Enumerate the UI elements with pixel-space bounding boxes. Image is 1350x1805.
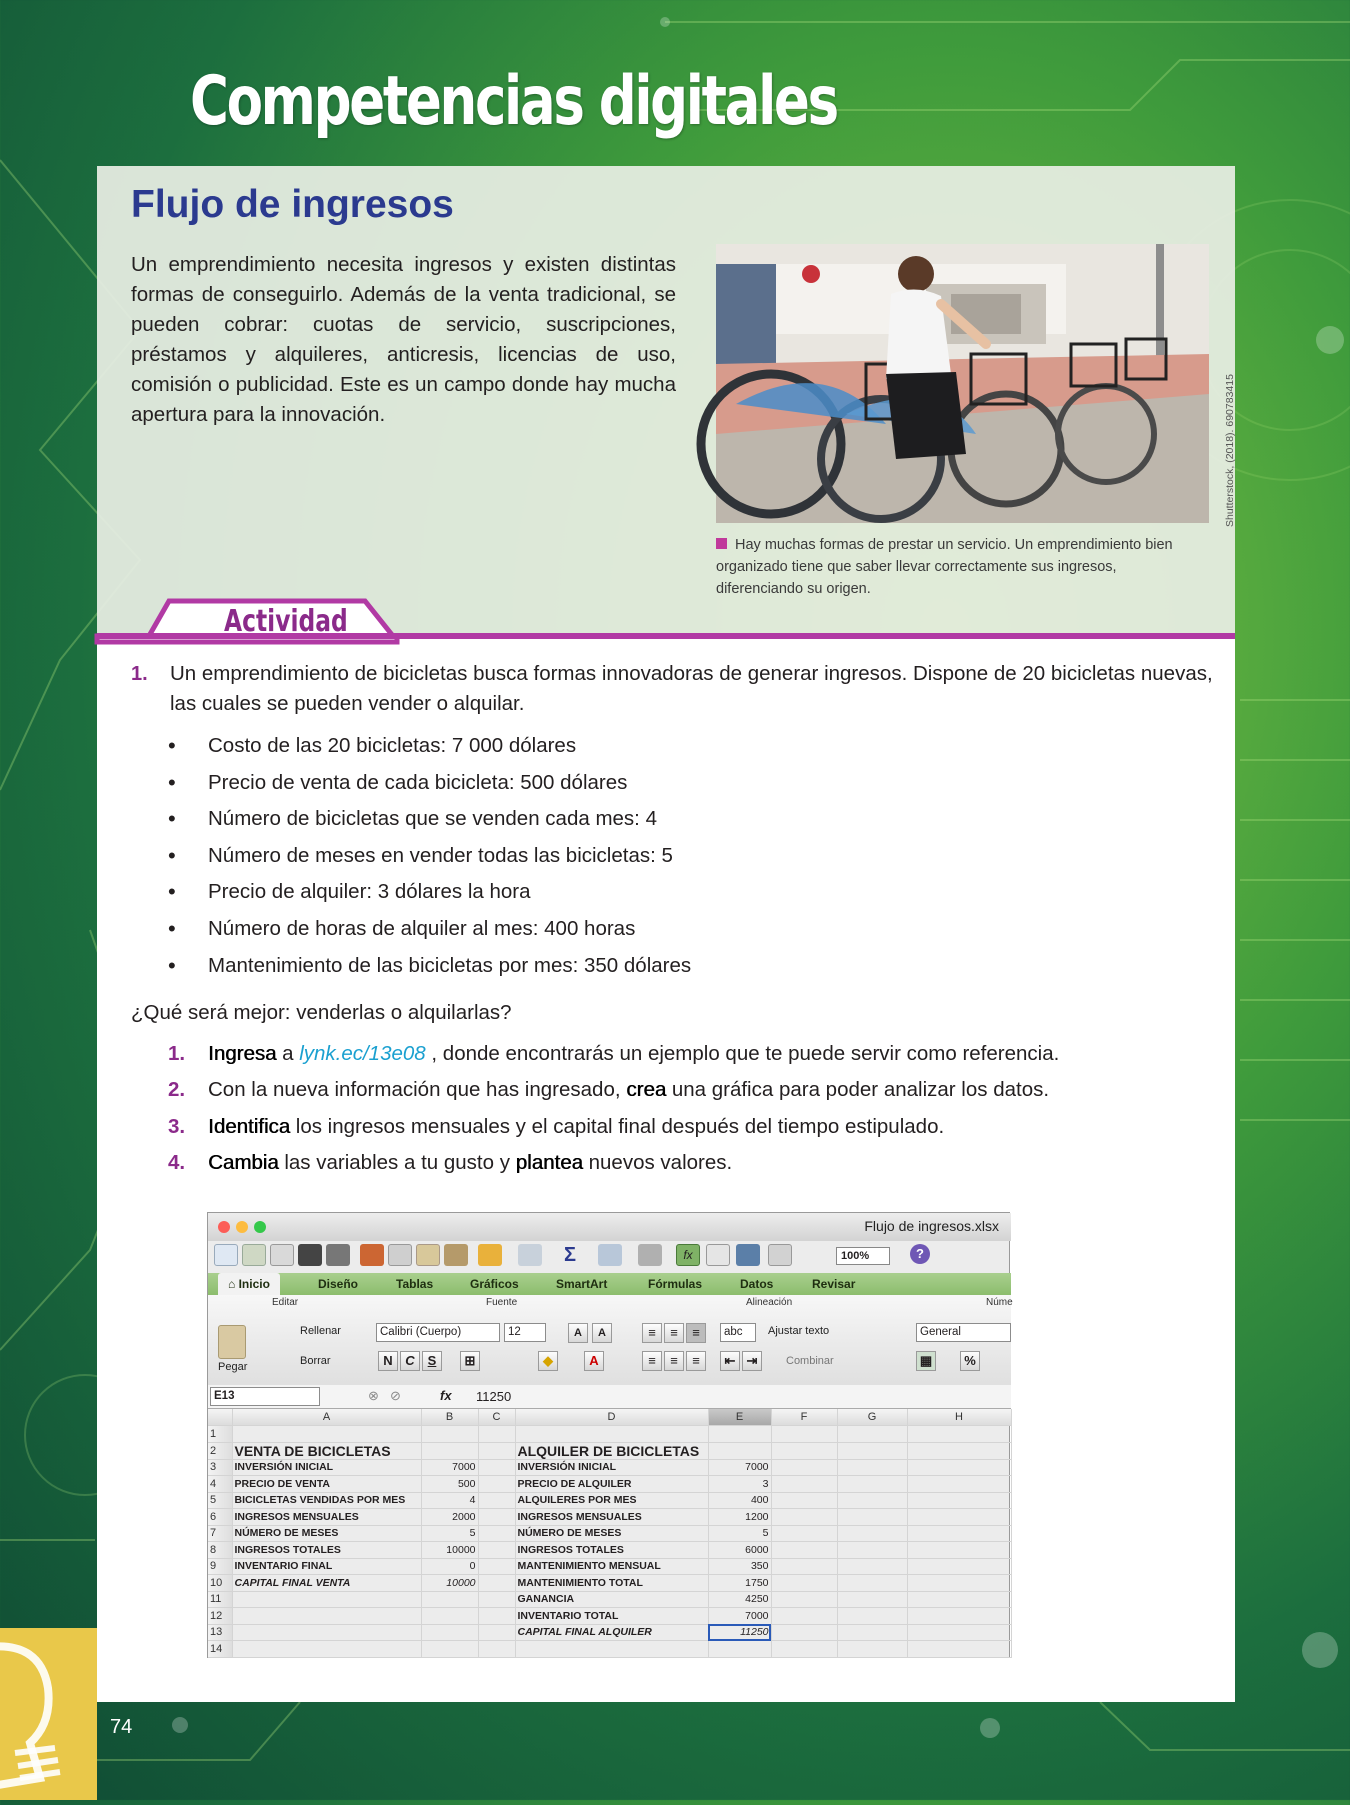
row-header[interactable]: 2 — [208, 1442, 232, 1459]
cell-a[interactable]: INVERSIÓN INICIAL — [232, 1459, 421, 1476]
cell-f[interactable] — [771, 1476, 837, 1493]
cell-b[interactable]: 2000 — [421, 1509, 478, 1526]
table-row — [208, 1492, 1011, 1509]
cell-g[interactable] — [837, 1575, 907, 1592]
cell-d[interactable]: MANTENIMIENTO MENSUAL — [515, 1558, 708, 1575]
row-header[interactable]: 10 — [208, 1575, 232, 1592]
cell-f[interactable] — [771, 1608, 837, 1625]
cell-h[interactable] — [907, 1426, 1011, 1443]
cell-d[interactable]: INGRESOS MENSUALES — [515, 1509, 708, 1526]
group-alineacion: Alineación — [746, 1297, 793, 1308]
cell-d[interactable]: INVENTARIO TOTAL — [515, 1608, 708, 1625]
activity-label: Actividad — [224, 604, 348, 639]
format-painter-icon[interactable] — [444, 1244, 468, 1266]
cell-e[interactable] — [708, 1442, 771, 1459]
cell-f[interactable] — [771, 1509, 837, 1526]
cell-c[interactable] — [478, 1641, 515, 1658]
cell-b[interactable] — [421, 1641, 478, 1658]
redo-icon[interactable] — [518, 1244, 542, 1266]
cell-h[interactable] — [907, 1591, 1011, 1608]
cell-a[interactable]: INGRESOS MENSUALES — [232, 1509, 421, 1526]
row-header[interactable]: 11 — [208, 1591, 232, 1608]
group-fuente: Fuente — [486, 1297, 518, 1308]
decrease-indent-icon[interactable]: ⇤ — [720, 1351, 740, 1371]
cell-f[interactable] — [771, 1525, 837, 1542]
table-row — [208, 1459, 1011, 1476]
window-titlebar — [208, 1213, 1011, 1241]
table-row — [208, 1608, 1011, 1625]
cell-f[interactable] — [771, 1492, 837, 1509]
section-title: Flujo de ingresos — [131, 183, 454, 226]
cell-a[interactable] — [232, 1608, 421, 1625]
grow-font-button[interactable]: A — [568, 1323, 588, 1343]
corner-cell[interactable] — [208, 1409, 232, 1426]
item-number: 1. — [131, 663, 148, 685]
tab-graficos[interactable]: Gráficos — [470, 1277, 519, 1291]
cell-h[interactable] — [907, 1492, 1011, 1509]
new-icon[interactable] — [214, 1244, 238, 1266]
cell-d[interactable]: NÚMERO DE MESES — [515, 1525, 708, 1542]
cell-d[interactable] — [515, 1426, 708, 1443]
cell-a[interactable]: PRECIO DE VENTA — [232, 1476, 421, 1493]
cell-b[interactable]: 500 — [421, 1476, 478, 1493]
table-row — [208, 1525, 1011, 1542]
step-item: 1. Ingresa a lynk.ec/13e08 , donde encontrarás un ejemplo que te puede servir como referencia. — [168, 1042, 1060, 1065]
table-row — [208, 1575, 1011, 1592]
table-row — [208, 1542, 1011, 1559]
row-header[interactable]: 8 — [208, 1542, 232, 1559]
lightbulb-icon — [0, 1628, 97, 1800]
conditional-format-icon[interactable]: ▦ — [916, 1351, 936, 1371]
column-header[interactable]: B — [421, 1409, 478, 1426]
template-icon[interactable] — [242, 1244, 266, 1266]
cell-f[interactable] — [771, 1641, 837, 1658]
confirm-icon[interactable]: ⊘ — [390, 1388, 401, 1403]
cell-c[interactable] — [478, 1575, 515, 1592]
save-icon[interactable] — [298, 1244, 322, 1266]
data-bullet-list — [168, 728, 691, 984]
list-item: • Número de horas de alquiler al mes: 400 horas — [168, 911, 691, 948]
bold-button[interactable]: N — [378, 1351, 398, 1371]
align-left-icon[interactable]: ≡ — [642, 1351, 662, 1371]
cell-c[interactable] — [478, 1608, 515, 1625]
font-size-select[interactable]: 12 — [504, 1323, 546, 1342]
cell-h[interactable] — [907, 1476, 1011, 1493]
orientation-select[interactable]: abc — [720, 1323, 756, 1342]
cell-g[interactable] — [837, 1476, 907, 1493]
row-header[interactable]: 3 — [208, 1459, 232, 1476]
cell-g[interactable] — [837, 1608, 907, 1625]
step-item: 3. Identifica los ingresos mensuales y el capital final después del tiempo estipulado. — [168, 1114, 945, 1138]
list-item: • Número de meses en vender todas las bicicletas: 5 — [168, 838, 691, 875]
table-row — [208, 1558, 1011, 1575]
cell-c[interactable] — [478, 1442, 515, 1459]
spreadsheet-screenshot — [207, 1212, 1013, 1658]
cell-a[interactable]: NÚMERO DE MESES — [232, 1525, 421, 1542]
cell-c[interactable] — [478, 1624, 515, 1641]
cancel-icon[interactable]: ⊗ — [368, 1388, 379, 1403]
fill-color-icon[interactable]: ◆ — [538, 1351, 558, 1371]
clear-button[interactable]: Borrar — [300, 1355, 331, 1367]
caption-text: Hay muchas formas de prestar un servicio. Un emprendimiento bien organizado tiene que saber llevar correctamente sus ingresos, diferenciando su origen. — [716, 537, 1173, 597]
cell-a[interactable]: CAPITAL FINAL VENTA — [232, 1575, 421, 1592]
cell-h[interactable] — [907, 1509, 1011, 1526]
cell-b[interactable]: 4 — [421, 1492, 478, 1509]
cell-b[interactable]: 5 — [421, 1525, 478, 1542]
group-editar: Editar — [272, 1297, 299, 1308]
list-item: • Número de bicicletas que se venden cada mes: 4 — [168, 801, 691, 838]
column-header[interactable]: H — [907, 1409, 1011, 1426]
column-header[interactable]: E — [708, 1409, 771, 1426]
column-header[interactable]: G — [837, 1409, 907, 1426]
cell-h[interactable] — [907, 1442, 1011, 1459]
paste-large-icon[interactable] — [218, 1325, 246, 1359]
column-header[interactable]: F — [771, 1409, 837, 1426]
cell-c[interactable] — [478, 1542, 515, 1559]
align-middle-icon[interactable]: ≡ — [664, 1323, 684, 1343]
cell-g[interactable] — [837, 1442, 907, 1459]
tab-inicio[interactable]: ⌂ Inicio — [218, 1273, 280, 1295]
row-header[interactable]: 4 — [208, 1476, 232, 1493]
cell-d[interactable]: MANTENIMIENTO TOTAL — [515, 1575, 708, 1592]
name-box[interactable]: E13 — [210, 1387, 320, 1406]
align-center-icon[interactable]: ≡ — [664, 1351, 684, 1371]
cell-f[interactable] — [771, 1542, 837, 1559]
cell-d[interactable]: INGRESOS TOTALES — [515, 1542, 708, 1559]
cell-b[interactable] — [421, 1442, 478, 1459]
italic-button[interactable]: C — [400, 1351, 420, 1371]
cell-d[interactable]: PRECIO DE ALQUILER — [515, 1476, 708, 1493]
cell-h[interactable] — [907, 1575, 1011, 1592]
window-title: Flujo de ingresos.xlsx — [864, 1218, 999, 1234]
caption-square-icon — [716, 538, 727, 549]
cell-a[interactable] — [232, 1624, 421, 1641]
underline-button[interactable]: S — [422, 1351, 442, 1371]
row-header[interactable]: 14 — [208, 1641, 232, 1658]
cell-g[interactable] — [837, 1542, 907, 1559]
undo-icon[interactable] — [478, 1244, 502, 1266]
cell-d[interactable]: GANANCIA — [515, 1591, 708, 1608]
fill-button[interactable]: Rellenar — [300, 1325, 341, 1337]
cell-h[interactable] — [907, 1459, 1011, 1476]
cell-f[interactable] — [771, 1459, 837, 1476]
list-item: • Mantenimiento de las bicicletas por mes: 350 dólares — [168, 948, 691, 985]
cell-a[interactable]: BICICLETAS VENDIDAS POR MES — [232, 1492, 421, 1509]
row-header[interactable]: 12 — [208, 1608, 232, 1625]
cell-e[interactable]: 7000 — [708, 1608, 771, 1625]
autosum-icon[interactable]: Σ — [563, 1244, 576, 1266]
cell-e[interactable]: 1750 — [708, 1575, 771, 1592]
tab-smartart[interactable]: SmartArt — [556, 1277, 608, 1291]
table-row — [208, 1624, 1011, 1641]
cell-g[interactable] — [837, 1525, 907, 1542]
cell-e[interactable]: 400 — [708, 1492, 771, 1509]
intro-paragraph: Un emprendimiento necesita ingresos y existen distintas formas de conseguirlo. Además de la venta tradicional, se pueden cobrar: cuotas de servicio, suscripciones, préstamos y alquileres, anticresis, licencias de uso, comisión o publicidad. Este es un campo donde hay mucha apertura para la innovación. — [131, 253, 676, 426]
toolbox-icon[interactable] — [736, 1244, 760, 1266]
function-icon[interactable]: fx — [676, 1244, 700, 1266]
cell-c[interactable] — [478, 1525, 515, 1542]
fx-icon: fx — [440, 1388, 452, 1403]
spreadsheet-grid — [208, 1409, 1012, 1658]
table-row — [208, 1509, 1011, 1526]
cell-a[interactable] — [232, 1641, 421, 1658]
cell-c[interactable] — [478, 1591, 515, 1608]
print-icon[interactable] — [326, 1244, 350, 1266]
cell-b[interactable]: 7000 — [421, 1459, 478, 1476]
increase-indent-icon[interactable]: ⇥ — [742, 1351, 762, 1371]
cell-h[interactable] — [907, 1608, 1011, 1625]
media-icon[interactable] — [768, 1244, 792, 1266]
table-row — [208, 1426, 1011, 1443]
cell-g[interactable] — [837, 1558, 907, 1575]
cell-b[interactable] — [421, 1624, 478, 1641]
photo-caption — [716, 534, 1186, 600]
cell-f[interactable] — [771, 1426, 837, 1443]
borders-icon[interactable]: ⊞ — [460, 1351, 480, 1371]
minimize-icon[interactable] — [236, 1221, 248, 1233]
cell-d[interactable]: ALQUILERES POR MES — [515, 1492, 708, 1509]
column-header[interactable]: D — [515, 1409, 708, 1426]
cell-g[interactable] — [837, 1641, 907, 1658]
cell-b[interactable]: 10000 — [421, 1575, 478, 1592]
maximize-icon[interactable] — [254, 1221, 266, 1233]
cell-h[interactable] — [907, 1558, 1011, 1575]
wrap-text-button[interactable]: Ajustar texto — [768, 1325, 830, 1337]
tab-datos[interactable]: Datos — [740, 1277, 774, 1291]
table-row — [208, 1476, 1011, 1493]
cell-e[interactable]: 4250 — [708, 1591, 771, 1608]
list-item: • Precio de venta de cada bicicleta: 500 dólares — [168, 765, 691, 802]
open-icon[interactable] — [270, 1244, 294, 1266]
number-format-select[interactable]: General — [916, 1323, 1011, 1342]
align-right-icon[interactable]: ≡ — [686, 1351, 706, 1371]
cell-b[interactable]: 10000 — [421, 1542, 478, 1559]
zoom-select[interactable]: 100% — [836, 1247, 890, 1265]
font-color-icon[interactable]: A — [584, 1351, 604, 1371]
tab-diseno[interactable]: Diseño — [318, 1277, 359, 1291]
step-item: 4. Cambia las variables a tu gusto y plantea nuevos valores. — [168, 1151, 733, 1175]
question: ¿Qué será mejor: venderlas o alquilarlas? — [131, 1001, 512, 1024]
shrink-font-button[interactable]: A — [592, 1323, 612, 1343]
cut-icon[interactable] — [360, 1244, 384, 1266]
copy-icon[interactable] — [388, 1244, 412, 1266]
cell-e[interactable]: 6000 — [708, 1542, 771, 1559]
cell-e[interactable]: 1200 — [708, 1509, 771, 1526]
cell-b[interactable] — [421, 1591, 478, 1608]
cell-e[interactable]: 5 — [708, 1525, 771, 1542]
cell-a[interactable]: VENTA DE BICICLETAS — [232, 1442, 421, 1459]
tab-revisar[interactable]: Revisar — [812, 1277, 856, 1291]
row-header[interactable]: 1 — [208, 1426, 232, 1443]
align-bottom-icon[interactable]: ≡ — [686, 1323, 706, 1343]
cell-g[interactable] — [837, 1492, 907, 1509]
list-item: • Costo de las 20 bicicletas: 7 000 dólares — [168, 728, 691, 765]
cell-c[interactable] — [478, 1426, 515, 1443]
cell-a[interactable] — [232, 1591, 421, 1608]
cell-e[interactable] — [708, 1641, 771, 1658]
cell-b[interactable]: 0 — [421, 1558, 478, 1575]
merge-button[interactable]: Combinar — [786, 1355, 834, 1367]
help-icon[interactable]: ? — [910, 1244, 930, 1264]
table-row — [208, 1641, 1011, 1658]
reference-link[interactable]: lynk.ec/13e08 — [299, 1042, 426, 1065]
cell-f[interactable] — [771, 1558, 837, 1575]
cell-a[interactable]: INGRESOS TOTALES — [232, 1542, 421, 1559]
cell-d[interactable] — [515, 1641, 708, 1658]
cell-e[interactable] — [708, 1426, 771, 1443]
cell-a[interactable] — [232, 1426, 421, 1443]
cell-d[interactable]: INVERSIÓN INICIAL — [515, 1459, 708, 1476]
close-icon[interactable] — [218, 1221, 230, 1233]
percent-icon[interactable]: % — [960, 1351, 980, 1371]
table-row — [208, 1442, 1011, 1459]
cell-f[interactable] — [771, 1575, 837, 1592]
bicycle-photo — [716, 244, 1209, 523]
step-item: 2. Con la nueva información que has ingresado, crea una gráfica para poder analizar los datos. — [168, 1078, 1050, 1102]
gallery-icon[interactable] — [706, 1244, 730, 1266]
cell-g[interactable] — [837, 1459, 907, 1476]
tab-formulas[interactable]: Fórmulas — [648, 1277, 703, 1291]
cell-g[interactable] — [837, 1591, 907, 1608]
formula-bar — [208, 1385, 1011, 1409]
cell-b[interactable] — [421, 1426, 478, 1443]
cell-h[interactable] — [907, 1525, 1011, 1542]
cell-g[interactable] — [837, 1426, 907, 1443]
cell-c[interactable] — [478, 1492, 515, 1509]
paste-icon[interactable] — [416, 1244, 440, 1266]
cell-f[interactable] — [771, 1442, 837, 1459]
paste-button[interactable]: Pegar — [218, 1361, 248, 1373]
cell-d[interactable]: ALQUILER DE BICICLETAS — [515, 1442, 708, 1459]
row-header[interactable]: 9 — [208, 1558, 232, 1575]
ribbon-tabs — [208, 1273, 1011, 1295]
cell-c[interactable] — [478, 1459, 515, 1476]
cell-h[interactable] — [907, 1641, 1011, 1658]
cell-e[interactable]: 7000 — [708, 1459, 771, 1476]
cell-c[interactable] — [478, 1476, 515, 1493]
cell-g[interactable] — [837, 1509, 907, 1526]
list-item: • Precio de alquiler: 3 dólares la hora — [168, 874, 691, 911]
cell-d[interactable]: CAPITAL FINAL ALQUILER — [515, 1624, 708, 1641]
cell-e[interactable]: 3 — [708, 1476, 771, 1493]
column-header[interactable]: A — [232, 1409, 421, 1426]
cell-h[interactable] — [907, 1624, 1011, 1641]
page-number: 74 — [110, 1716, 133, 1738]
row-header[interactable]: 7 — [208, 1525, 232, 1542]
photo-credit: Shutterstock, (2018). 690783415 — [1224, 374, 1236, 527]
cell-c[interactable] — [478, 1558, 515, 1575]
column-header[interactable]: C — [478, 1409, 515, 1426]
row-header[interactable]: 5 — [208, 1492, 232, 1509]
steps-list — [168, 1036, 1059, 1182]
cell-h[interactable] — [907, 1542, 1011, 1559]
row-header[interactable]: 13 — [208, 1624, 232, 1641]
table-row — [208, 1591, 1011, 1608]
filter-icon[interactable] — [638, 1244, 662, 1266]
group-numero: Núme — [986, 1297, 1013, 1308]
align-top-icon[interactable]: ≡ — [642, 1323, 662, 1343]
row-header[interactable]: 6 — [208, 1509, 232, 1526]
tab-tablas[interactable]: Tablas — [396, 1277, 434, 1291]
cell-f[interactable] — [771, 1591, 837, 1608]
cell-e[interactable]: 350 — [708, 1558, 771, 1575]
cell-a[interactable]: INVENTARIO FINAL — [232, 1558, 421, 1575]
cell-c[interactable] — [478, 1509, 515, 1526]
cell-e[interactable]: 11250 — [708, 1624, 771, 1641]
font-name-select[interactable]: Calibri (Cuerpo) — [376, 1323, 500, 1342]
sort-icon[interactable] — [598, 1244, 622, 1266]
cell-b[interactable] — [421, 1608, 478, 1625]
activity-prompt: Un emprendimiento de bicicletas busca formas innovadoras de generar ingresos. Dispone de 20 bicicletas nuevas, las cuales se pueden vender o alquilar. — [170, 662, 1213, 715]
cell-g[interactable] — [837, 1624, 907, 1641]
page-title: Competencias digitales — [190, 62, 837, 141]
cell-f[interactable] — [771, 1624, 837, 1641]
formula-value[interactable]: 11250 — [476, 1389, 512, 1404]
